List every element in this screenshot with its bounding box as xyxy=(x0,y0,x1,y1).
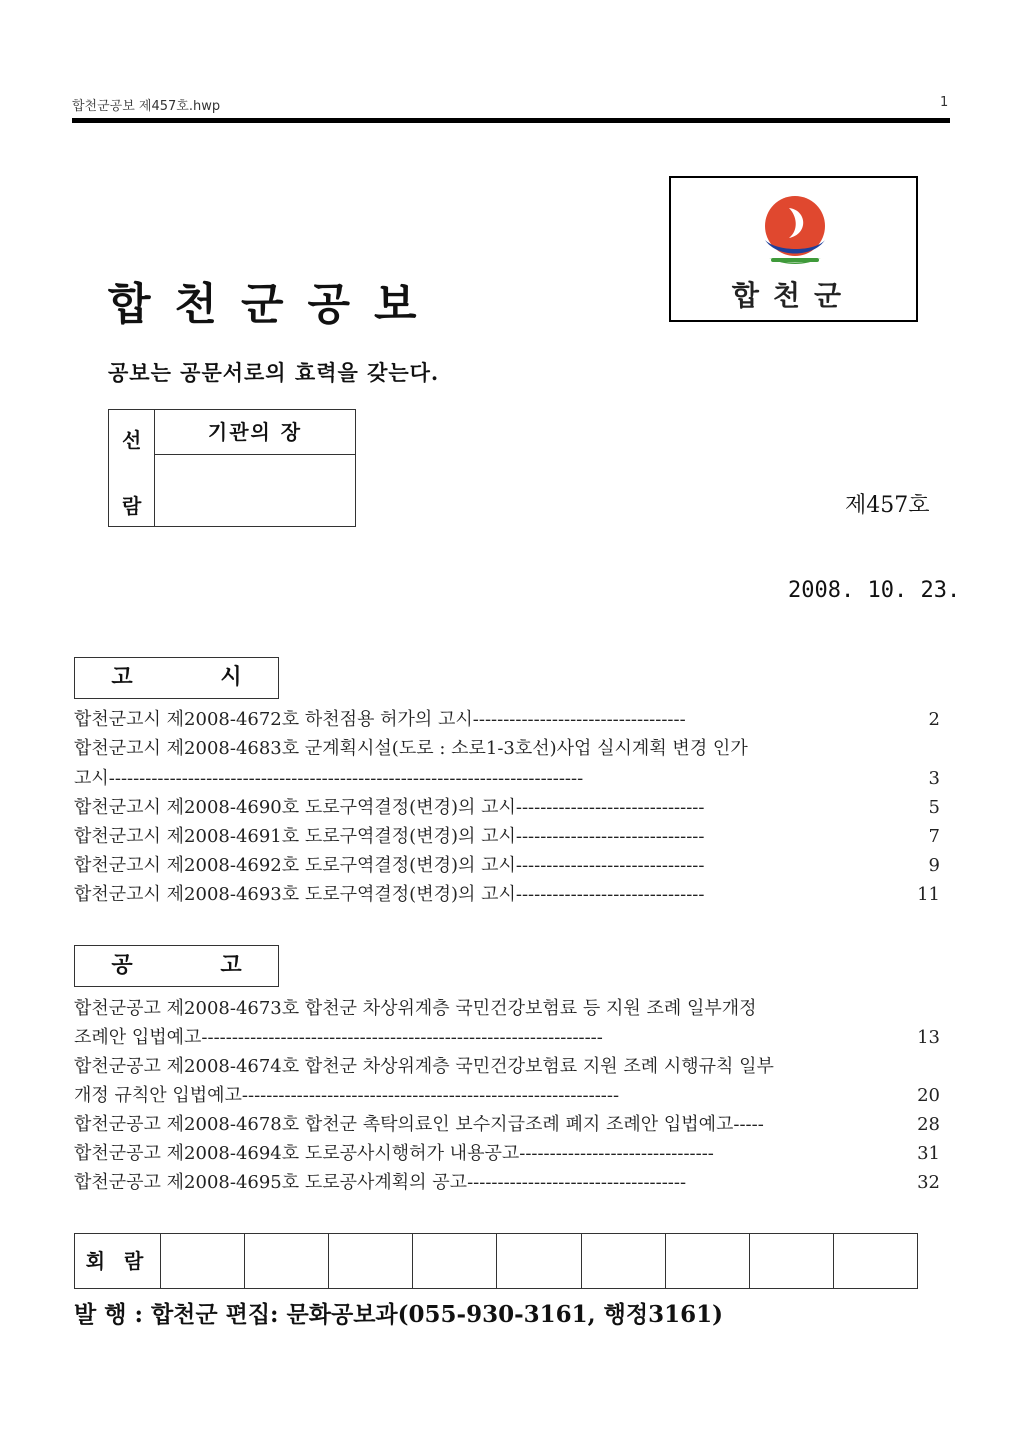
county-logo xyxy=(669,176,918,322)
toc-page-number: 3 xyxy=(928,768,940,789)
approval-label-top: 선 xyxy=(122,428,142,452)
toc-entry: 합천군고시 제2008-4691호 도로구역결정(변경)의 고시------------------------------- xyxy=(74,826,705,847)
toc-entry: 합천군공고 제2008-4673호 합천군 차상위계층 국민건강보험료 등 지원 조례 일부개정 xyxy=(74,998,757,1019)
toc-page-number: 32 xyxy=(917,1172,940,1193)
circulation-cell xyxy=(413,1234,497,1288)
toc-page-number: 28 xyxy=(917,1114,940,1135)
toc-page-number: 5 xyxy=(928,797,940,818)
toc-entry: 합천군고시 제2008-4692호 도로구역결정(변경)의 고시------------------------------- xyxy=(74,855,705,876)
toc-page-number: 13 xyxy=(917,1027,940,1048)
toc-page-number: 31 xyxy=(917,1143,940,1164)
section-title-notices: 고 시 xyxy=(74,657,279,699)
toc-page-number: 7 xyxy=(928,826,940,847)
toc-page-number: 9 xyxy=(928,855,940,876)
motto: 공보는 공문서로의 효력을 갖는다. xyxy=(108,360,440,385)
approval-header: 기관의 장 xyxy=(155,410,355,455)
toc-page-number: 11 xyxy=(917,884,940,905)
circulation-cell xyxy=(245,1234,329,1288)
circulation-cell xyxy=(834,1234,917,1288)
toc-entry: 합천군공고 제2008-4674호 합천군 차상위계층 국민건강보험료 지원 조례 시행규칙 일부 xyxy=(74,1056,774,1077)
circulation-cell xyxy=(497,1234,581,1288)
toc-entry: 합천군고시 제2008-4672호 하천점용 허가의 고시----------------------------------- xyxy=(74,709,686,730)
header-filename: 합천군공보 제457호.hwp xyxy=(72,99,221,114)
toc-entry-continued: 고시------------------------------------------------------------------------------ xyxy=(74,768,584,789)
toc-entry: 합천군고시 제2008-4690호 도로구역결정(변경)의 고시------------------------------- xyxy=(74,797,705,818)
toc-entry-continued: 개정 규칙안 입법예고-------------------------------------------------------------- xyxy=(74,1085,620,1106)
header-page-number: 1 xyxy=(940,95,949,110)
circulation-cell xyxy=(750,1234,834,1288)
toc-entry: 합천군공고 제2008-4694호 도로공사시행허가 내용공고-------------------------------- xyxy=(74,1143,714,1164)
page-title: 합천군공보 xyxy=(108,279,441,330)
approval-label-bottom: 람 xyxy=(122,494,142,518)
circulation-label: 회 람 xyxy=(75,1234,161,1288)
approval-left-column xyxy=(109,410,155,526)
circulation-cell xyxy=(582,1234,666,1288)
circulation-cell xyxy=(666,1234,750,1288)
issue-number: 제457호 xyxy=(845,493,930,518)
issue-date: 2008. 10. 23. xyxy=(788,578,961,603)
section-title-announcements: 공 고 xyxy=(74,945,279,987)
toc-entry: 합천군공고 제2008-4678호 합천군 촉탁의료인 보수지급조례 폐지 조례안 입법예고----- xyxy=(74,1114,764,1135)
publisher-info: 발 행 : 합천군 편집: 문화공보과(055-930-3161, 행정3161) xyxy=(74,1301,723,1328)
circulation-cell xyxy=(161,1234,245,1288)
toc-entry: 합천군공고 제2008-4695호 도로공사계획의 공고------------------------------------ xyxy=(74,1172,687,1193)
approval-box xyxy=(108,409,356,527)
toc-entry-continued: 조례안 입법예고------------------------------------------------------------------ xyxy=(74,1027,603,1048)
circulation-table xyxy=(74,1233,918,1289)
header-rule xyxy=(72,118,950,123)
logo-text: 합천군 xyxy=(731,279,856,312)
toc-page-number: 20 xyxy=(917,1085,940,1106)
toc-entry: 합천군고시 제2008-4683호 군계획시설(도로 : 소로1-3호선)사업 실시계획 변경 인가 xyxy=(74,738,748,759)
county-emblem-icon xyxy=(755,192,835,272)
toc-entry: 합천군고시 제2008-4693호 도로구역결정(변경)의 고시------------------------------- xyxy=(74,884,705,905)
circulation-cell xyxy=(329,1234,413,1288)
toc-page-number: 2 xyxy=(928,709,940,730)
